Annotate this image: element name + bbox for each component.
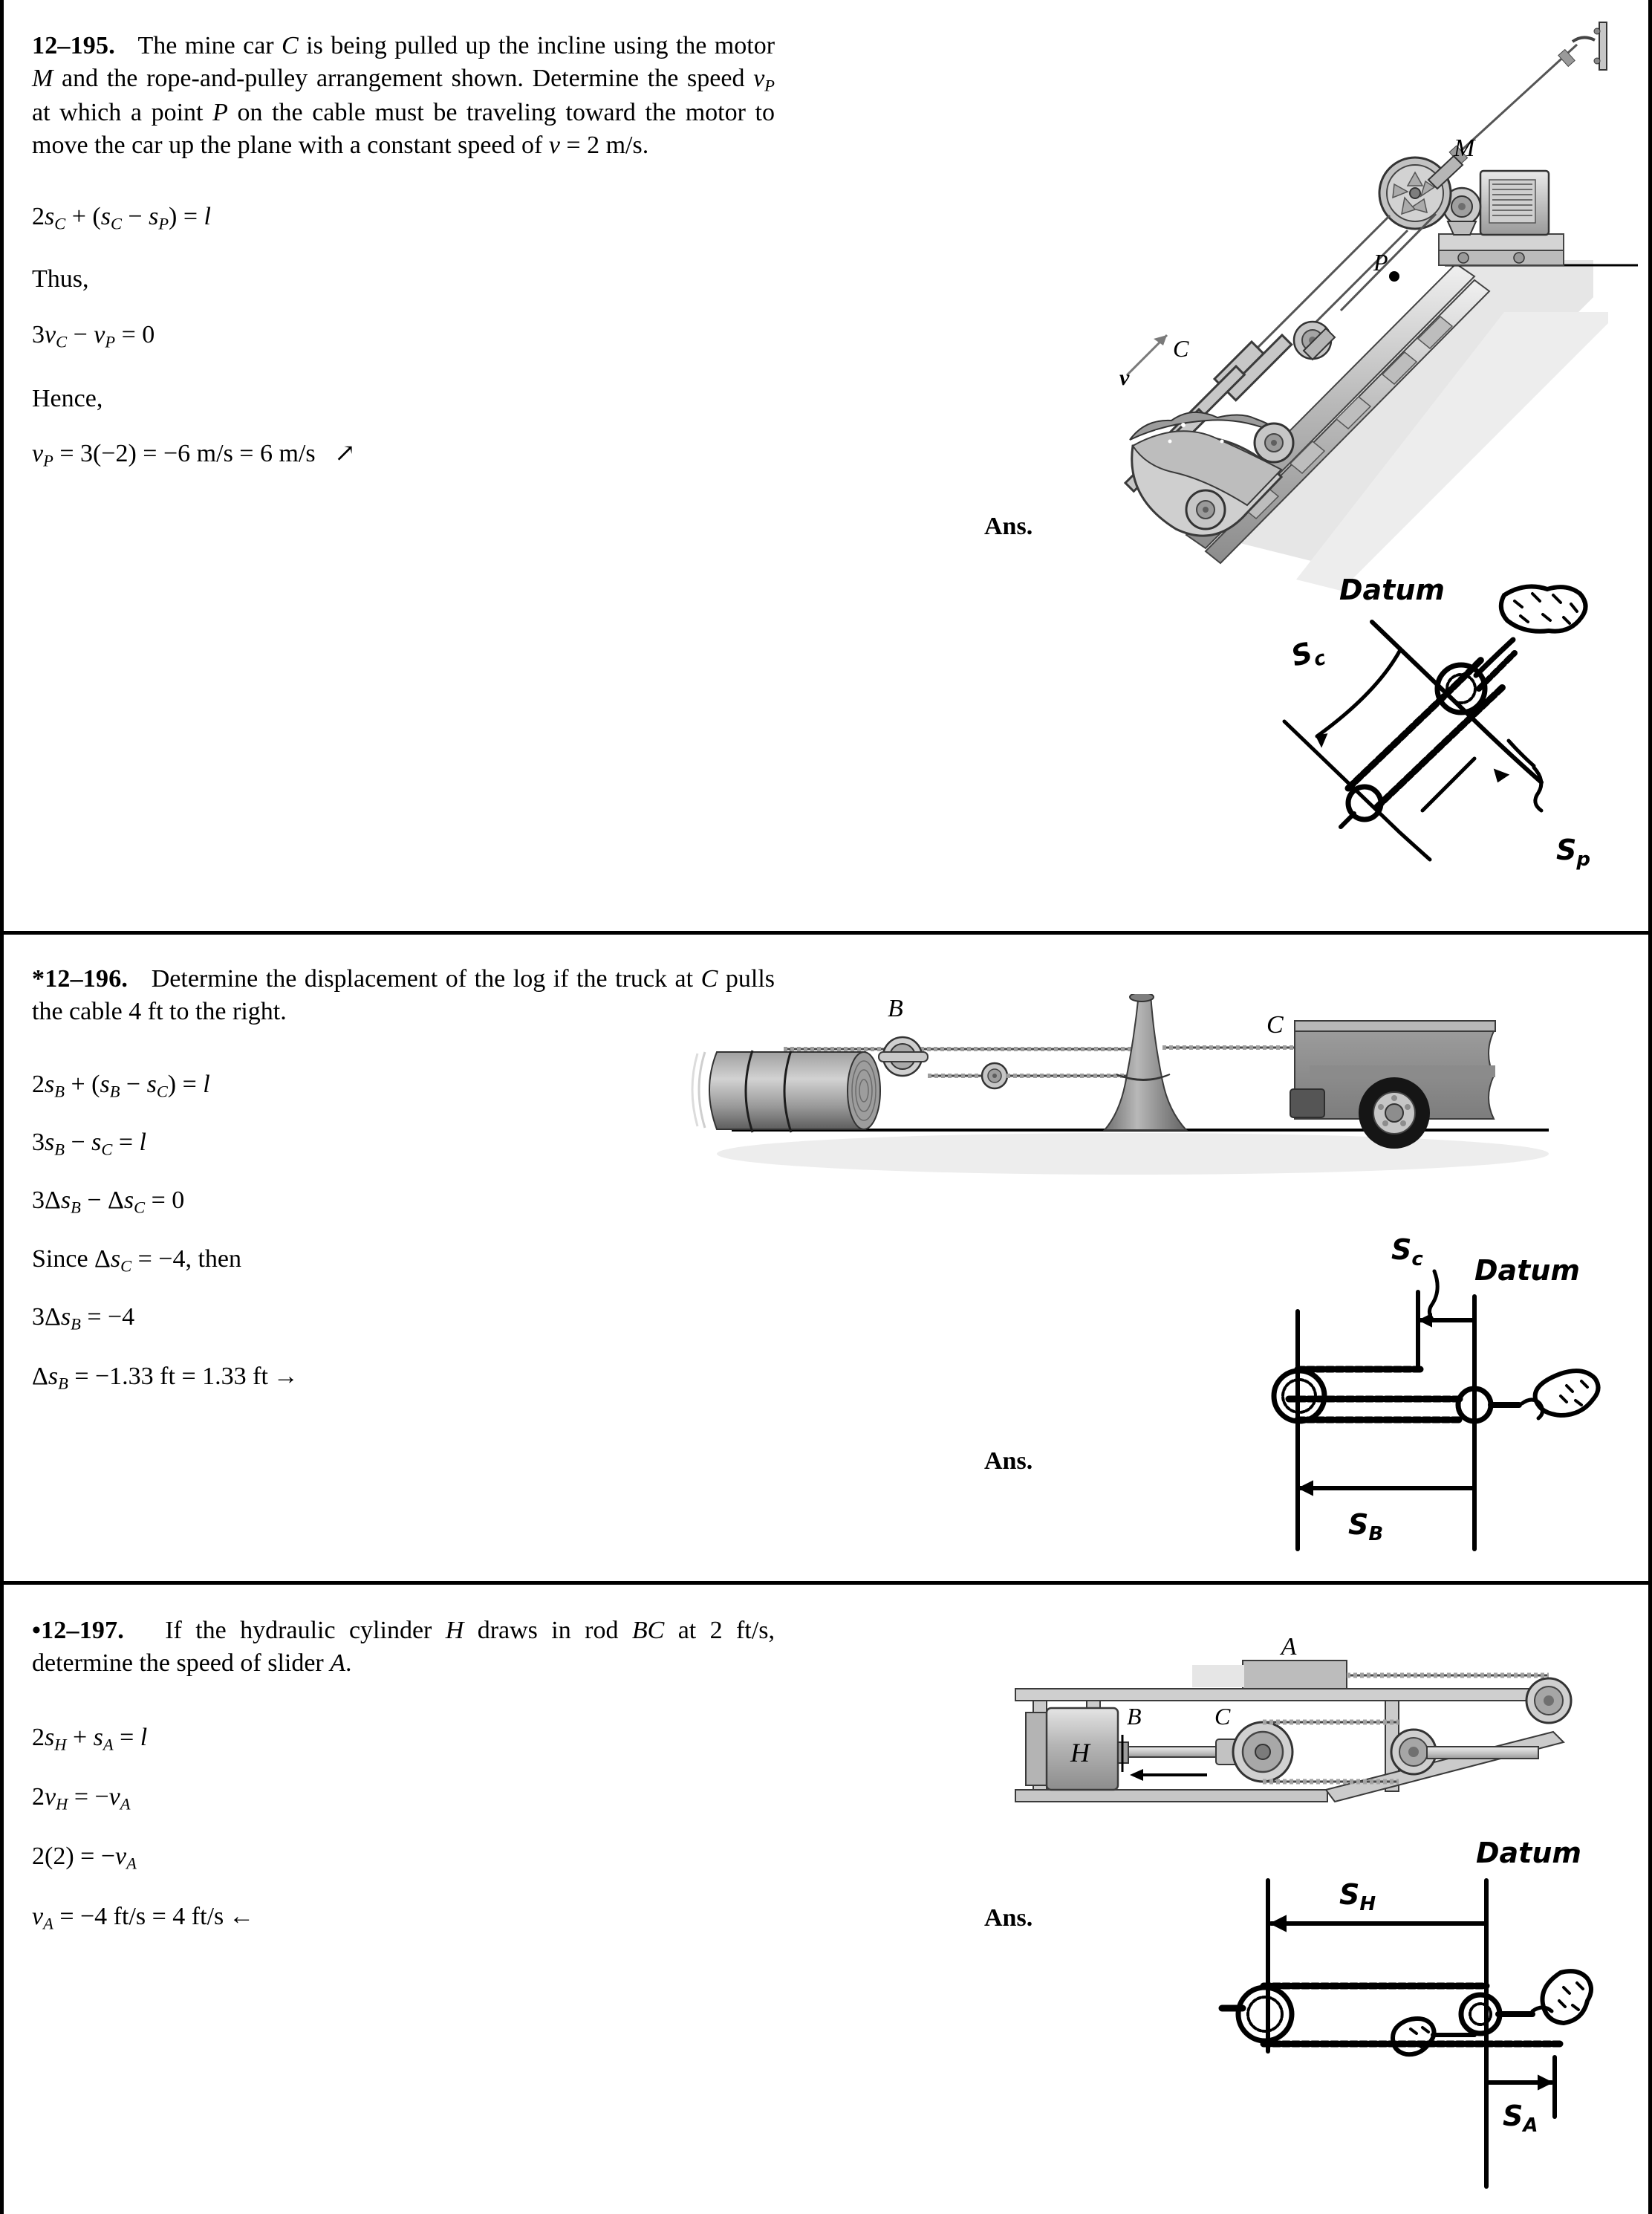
problem-12-196-text	[32, 963, 775, 1394]
equation-line: $3\Delta s_B - \Delta s_C = 0$	[32, 1186, 185, 1217]
answer-label: Ans.	[984, 1904, 1033, 1932]
equation-line: $2s_B + (s_B - s_C) = l$	[32, 1071, 210, 1102]
figure-12-196-datum-sketch	[1266, 1228, 1623, 1570]
prose-line: Hence,	[32, 384, 103, 412]
label-s-p: $S_p$	[1556, 834, 1590, 871]
label-motor-m: M	[1454, 134, 1475, 162]
problem-12-195-statement: 12–195. The mine car C is being pulled up the incline using the motor M and the rope-and-pulley arrangement shown. Determine the speed $v_P$ at which a point P on the cable must be traveling toward the motor to move the car up the plane with a constant speed of v = 2 m/s.	[32, 32, 775, 160]
label-point-c: C	[1214, 1703, 1231, 1730]
label-truck-c: C	[1266, 1011, 1284, 1039]
equation-line: $2s_C + (s_C - s_P) = l$	[32, 203, 211, 234]
equation-line: $2v_H = -v_A$	[32, 1783, 131, 1814]
label-point-b: B	[1127, 1703, 1142, 1730]
answer-equation: $v_A = -4$ ft/s = 4 ft/s ←	[32, 1903, 255, 1934]
answer-label: Ans.	[984, 1447, 1033, 1475]
answer-equation: $\Delta s_B = -1.33$ ft = 1.33 ft →	[32, 1362, 299, 1393]
problem-12-197-text	[32, 1614, 775, 1935]
figure-12-195-datum-sketch	[1259, 576, 1630, 888]
prose-line: Thus,	[32, 265, 89, 293]
label-point-p: P	[1373, 249, 1388, 276]
problem-12-197-statement: •12–197. If the hydraulic cylinder H draws in rod BC at 2 ft/s, determine the speed of slider A.	[32, 1617, 775, 1678]
label-cylinder-h: H	[1070, 1738, 1090, 1767]
equation-line: $2(2) = -v_A$	[32, 1842, 137, 1873]
label-s-a: $S_A$	[1503, 2100, 1538, 2137]
label-slider-a: A	[1281, 1633, 1297, 1660]
equation-line: $3\Delta s_B = -4$	[32, 1302, 135, 1334]
prose-line: Since $\Delta s_C = -4$, then	[32, 1245, 241, 1276]
problem-12-197	[4, 1585, 1652, 2214]
label-s-h: $S_H$	[1339, 1878, 1376, 1915]
label-s-c: $S_c$	[1391, 1233, 1423, 1270]
figure-12-197-datum-sketch	[1192, 1830, 1608, 2201]
problem-12-195-number: 12–195.	[32, 32, 115, 59]
figure-hydraulic-cylinder	[955, 1629, 1593, 1830]
answer-label: Ans.	[984, 513, 1033, 540]
label-velocity-v: v	[1119, 366, 1130, 390]
figure-log-truck	[672, 994, 1578, 1180]
label-pulley-b: B	[888, 995, 903, 1022]
problem-12-196-number: *12–196.	[32, 965, 129, 993]
problem-12-195-text	[32, 30, 775, 472]
problem-12-196-statement: *12–196. Determine the displacement of the log if the truck at C pulls the cable 4 ft to the right.	[32, 965, 775, 1026]
label-datum: Datum	[1474, 1254, 1580, 1287]
equation-line: $3s_B - s_C = l$	[32, 1129, 146, 1159]
equation-line: $2s_H + s_A = l$	[32, 1724, 148, 1755]
label-datum: Datum	[1339, 576, 1445, 606]
label-datum: Datum	[1476, 1837, 1581, 1869]
figure-mine-car-incline	[1118, 15, 1638, 602]
answer-equation: $v_P = 3(-2) = -6$ m/s = 6 m/s ↗	[32, 440, 356, 471]
problem-12-195	[4, 0, 1652, 895]
equation-line: $3v_C - v_P = 0$	[32, 320, 155, 351]
label-s-c: $S_c$	[1287, 635, 1329, 673]
problem-12-196	[4, 935, 1652, 1588]
label-s-b: $S_B$	[1348, 1508, 1384, 1545]
problem-12-197-number: •12–197.	[32, 1617, 125, 1644]
label-car-c: C	[1173, 335, 1189, 362]
